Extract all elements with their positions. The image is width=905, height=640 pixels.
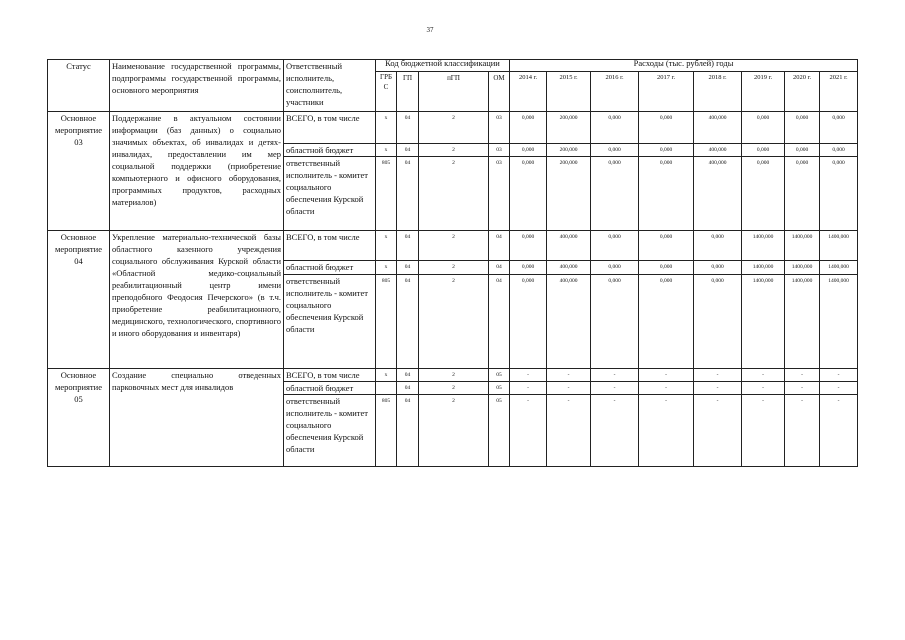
code-cell: x (376, 144, 397, 157)
header-year: 2017 г. (639, 72, 694, 112)
header-year: 2015 г. (547, 72, 591, 112)
value-cell: 0,000 (510, 144, 547, 157)
activity-name-cell: Укрепление материально-технической базы областного казенного учреждения социального обслуживания Курской области «Областной медико-социальный реабилитационный центр имени преподобного Феодосия Печерского» (в т.ч. приобретение реабилитационного, медицинского, технологического, спортивного и иного оборудования и инвентаря) (110, 231, 284, 369)
status-cell: Основное мероприятие 04 (48, 231, 110, 369)
header-executor: Ответственный исполнитель, соисполнитель, участники (284, 60, 376, 112)
value-cell: - (694, 382, 742, 395)
executor-cell: ответственный исполнитель - комитет социального обеспечения Курской области (284, 157, 376, 231)
value-cell: - (742, 382, 785, 395)
code-cell: 04 (397, 395, 419, 467)
code-cell: 2 (419, 275, 489, 369)
value-cell: 0,000 (591, 112, 639, 144)
value-cell: - (639, 369, 694, 382)
code-cell: 04 (397, 231, 419, 261)
value-cell: 0,000 (694, 261, 742, 275)
code-cell: 2 (419, 157, 489, 231)
value-cell: - (591, 395, 639, 467)
header-year: 2016 г. (591, 72, 639, 112)
page-number: 37 (426, 26, 434, 34)
code-cell: 04 (397, 157, 419, 231)
value-cell: - (694, 395, 742, 467)
value-cell: 1400,000 (820, 261, 858, 275)
header-year: 2018 г. (694, 72, 742, 112)
executor-cell: ответственный исполнитель - комитет социального обеспечения Курской области (284, 395, 376, 467)
executor-cell: областной бюджет (284, 261, 376, 275)
value-cell: 200,000 (547, 157, 591, 231)
value-cell: - (510, 369, 547, 382)
code-cell: 805 (376, 157, 397, 231)
header-expense-group: Расходы (тыс. рублей) годы (510, 60, 858, 72)
value-cell: - (820, 395, 858, 467)
value-cell: 400,000 (547, 231, 591, 261)
value-cell: 400,000 (694, 157, 742, 231)
value-cell: 1400,000 (742, 261, 785, 275)
value-cell: 200,000 (547, 144, 591, 157)
header-code-grbs: ГРБС (376, 72, 397, 112)
value-cell: 0,000 (591, 231, 639, 261)
activity-name-cell: Поддержание в актуальном состоянии информации (баз данных) о социально значимых объектах, об инвалидах и детях-инвалидах, предоставлении им мер социальной поддержки (приобретение компьютерного и офисного оборудования, программных продуктов, расходных материалов) (110, 112, 284, 231)
value-cell: - (639, 382, 694, 395)
header-year: 2020 г. (785, 72, 820, 112)
value-cell: 400,000 (694, 144, 742, 157)
value-cell: 1400,000 (820, 231, 858, 261)
value-cell: - (547, 369, 591, 382)
value-cell: 0,000 (639, 231, 694, 261)
code-cell: 03 (489, 144, 510, 157)
executor-cell: ВСЕГО, в том числе (284, 231, 376, 261)
value-cell: 0,000 (510, 231, 547, 261)
value-cell: 0,000 (742, 112, 785, 144)
header-year: 2019 г. (742, 72, 785, 112)
budget-table (47, 59, 858, 467)
code-cell: x (376, 112, 397, 144)
table-row (48, 231, 858, 261)
value-cell: - (591, 382, 639, 395)
value-cell: - (591, 369, 639, 382)
header-name: Наименование государственной программы, подпрограммы государственной программы, основного мероприятия (110, 60, 284, 112)
code-cell: 2 (419, 144, 489, 157)
code-cell: 04 (397, 112, 419, 144)
code-cell: 805 (376, 395, 397, 467)
executor-cell: ВСЕГО, в том числе (284, 112, 376, 144)
value-cell: - (510, 395, 547, 467)
code-cell (376, 382, 397, 395)
value-cell: 0,000 (785, 112, 820, 144)
code-cell: x (376, 231, 397, 261)
value-cell: - (547, 382, 591, 395)
value-cell: 0,000 (591, 275, 639, 369)
value-cell: 0,000 (510, 112, 547, 144)
value-cell: 0,000 (639, 261, 694, 275)
activity-name-cell: Создание специально отведенных парковочных мест для инвалидов (110, 369, 284, 467)
executor-cell: областной бюджет (284, 144, 376, 157)
value-cell: 1400,000 (742, 275, 785, 369)
value-cell: 0,000 (694, 275, 742, 369)
value-cell: 200,000 (547, 112, 591, 144)
value-cell: 1400,000 (820, 275, 858, 369)
value-cell: - (510, 382, 547, 395)
value-cell: - (742, 369, 785, 382)
value-cell: 0,000 (591, 144, 639, 157)
executor-cell: ВСЕГО, в том числе (284, 369, 376, 382)
value-cell: - (785, 369, 820, 382)
value-cell: - (785, 382, 820, 395)
value-cell: 0,000 (639, 157, 694, 231)
value-cell: 0,000 (820, 112, 858, 144)
code-cell: 04 (489, 275, 510, 369)
value-cell: 0,000 (510, 275, 547, 369)
code-cell: 04 (397, 275, 419, 369)
value-cell: 0,000 (639, 144, 694, 157)
value-cell: 1400,000 (785, 231, 820, 261)
value-cell: 400,000 (547, 261, 591, 275)
code-cell: 805 (376, 275, 397, 369)
status-cell: Основное мероприятие 05 (48, 369, 110, 467)
value-cell: 0,000 (510, 261, 547, 275)
code-cell: 2 (419, 369, 489, 382)
value-cell: 0,000 (639, 112, 694, 144)
header-code-pgp: пГП (419, 72, 489, 112)
code-cell: 2 (419, 231, 489, 261)
code-cell: 05 (489, 382, 510, 395)
code-cell: x (376, 261, 397, 275)
code-cell: 04 (397, 261, 419, 275)
value-cell: 0,000 (639, 275, 694, 369)
header-year: 2014 г. (510, 72, 547, 112)
code-cell: 03 (489, 112, 510, 144)
code-cell: 03 (489, 157, 510, 231)
code-cell: 04 (489, 261, 510, 275)
table-row (48, 112, 858, 144)
code-cell: 04 (397, 144, 419, 157)
value-cell: 0,000 (591, 261, 639, 275)
header-status: Статус (48, 60, 110, 112)
value-cell: 0,000 (742, 144, 785, 157)
executor-cell: ответственный исполнитель - комитет социального обеспечения Курской области (284, 275, 376, 369)
value-cell: 400,000 (694, 112, 742, 144)
code-cell: 2 (419, 395, 489, 467)
value-cell: 0,000 (694, 231, 742, 261)
header-code-group: Код бюджетной классификации (376, 60, 510, 72)
header-code-gp: ГП (397, 72, 419, 112)
value-cell: - (547, 395, 591, 467)
value-cell: 1400,000 (785, 275, 820, 369)
value-cell: 0,000 (742, 157, 785, 231)
value-cell: - (820, 382, 858, 395)
header-code-om: ОМ (489, 72, 510, 112)
value-cell: 400,000 (547, 275, 591, 369)
status-cell: Основное мероприятие 03 (48, 112, 110, 231)
header-year: 2021 г. (820, 72, 858, 112)
value-cell: - (639, 395, 694, 467)
value-cell: - (820, 369, 858, 382)
code-cell: 05 (489, 395, 510, 467)
value-cell: 1400,000 (742, 231, 785, 261)
code-cell: 05 (489, 369, 510, 382)
value-cell: 0,000 (820, 144, 858, 157)
value-cell: - (694, 369, 742, 382)
value-cell: - (785, 395, 820, 467)
code-cell: 04 (397, 382, 419, 395)
value-cell: 0,000 (510, 157, 547, 231)
code-cell: 2 (419, 112, 489, 144)
value-cell: 1400,000 (785, 261, 820, 275)
code-cell: 04 (489, 231, 510, 261)
code-cell: 2 (419, 382, 489, 395)
code-cell: x (376, 369, 397, 382)
value-cell: 0,000 (785, 144, 820, 157)
executor-cell: областной бюджет (284, 382, 376, 395)
table-row (48, 369, 858, 382)
code-cell: 04 (397, 369, 419, 382)
value-cell: - (742, 395, 785, 467)
value-cell: 0,000 (820, 157, 858, 231)
value-cell: 0,000 (591, 157, 639, 231)
value-cell: 0,000 (785, 157, 820, 231)
code-cell: 2 (419, 261, 489, 275)
